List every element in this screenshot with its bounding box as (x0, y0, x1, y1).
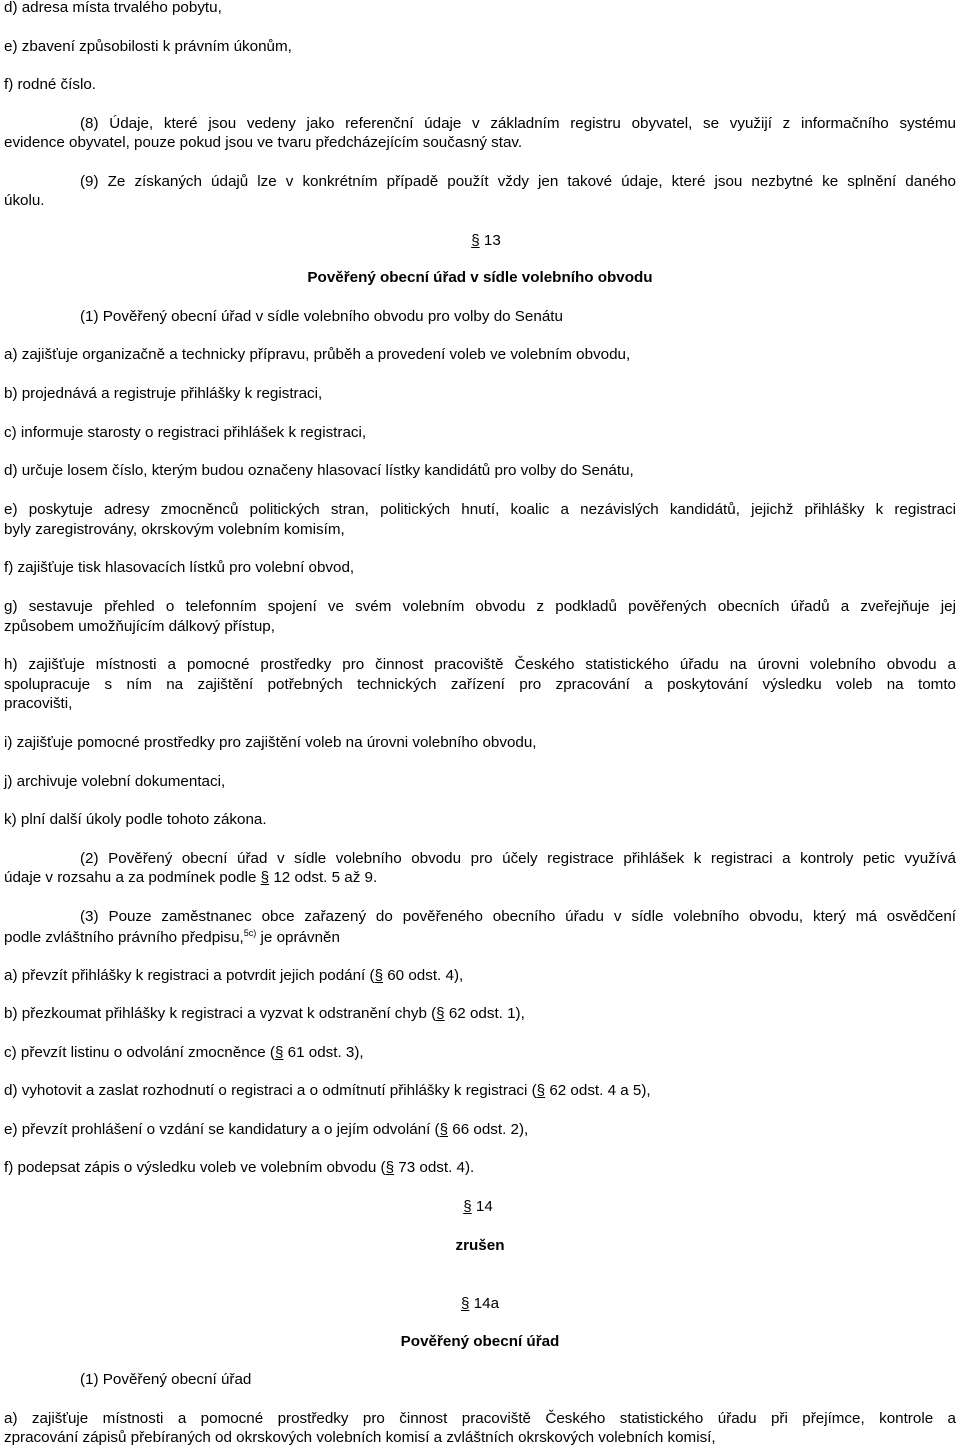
section-14a-heading (0, 1294, 960, 1314)
section-14a-item-a-line-2: zpracování zápisů přebíraných od okrskových volebních komisí a zvláštních okrskových volebních komisí, (4, 1429, 716, 1446)
paragraph-9-text-1: (9) Ze získaných údajů lze v konkrétním případě použít vždy jen takové údaje, které jsou nezbytné ke splnění daného (80, 173, 956, 190)
paragraph-2-text-1: (2) Pověřený obecní úřad v sídle volebního obvodu pro účely registrace přihlášek k registraci a kontroly petic využívá (80, 850, 956, 867)
section-symbol: § (536, 1082, 546, 1099)
section-symbol: § (374, 967, 384, 984)
section-symbol: § (460, 1295, 470, 1312)
paragraph-8-text-1: (8) Údaje, které jsou vedeny jako referenční údaje v základním registru obyvatel, se využijí z informačního systému (80, 115, 956, 132)
sub-item-reference: 62 odst. 4 a 5), (545, 1082, 651, 1099)
sub-item-c (4, 1043, 956, 1063)
sub-item-text: b) přezkoumat přihlášky k registraci a vyzvat k odstranění chyb ( (4, 1005, 437, 1022)
section-symbol: § (260, 869, 270, 886)
section-14a-intro: (1) Pověřený obecní úřad (80, 1371, 252, 1388)
sub-item-text: c) převzít listinu o odvolání zmocněnce ( (4, 1044, 275, 1061)
list-item-birth-number: f) rodné číslo. (4, 76, 97, 93)
section-number: 14a (473, 1295, 500, 1312)
section-13-heading (6, 231, 960, 251)
paragraph-3-text-1: (3) Pouze zaměstnanec obce zařazený do pověřeného obecního úřadu v sídle volebního obvodu, který má osvědčení (80, 908, 956, 925)
section-14-heading (0, 1197, 958, 1217)
sub-item-e (4, 1120, 956, 1140)
sub-item-b (4, 1004, 956, 1024)
list-item-g-line-2: způsobem umožňujícím dálkový přístup, (4, 618, 275, 635)
sub-item-reference: 62 odst. 1), (444, 1005, 525, 1022)
section-number: 13 (483, 232, 501, 249)
paragraph-2-reference: 12 odst. 5 až 9. (269, 869, 378, 886)
paragraph-9-line-2: úkolu. (4, 192, 45, 209)
paragraph-8-line-2: evidence obyvatel, pouze pokud jsou ve tvaru předcházejícím současný stav. (4, 134, 523, 151)
list-item-f: f) zajišťuje tisk hlasovacích lístků pro volební obvod, (4, 559, 355, 576)
list-item-h-line-3: pracovišti, (4, 695, 73, 712)
section-14-status: zrušen (455, 1237, 505, 1254)
list-item-e-line-1: e) poskytuje adresy zmocněnců politických stran, politických hnutí, koalic a nezávislých kandidátů, jejichž přihlášky k registraci (4, 501, 956, 518)
list-item-j: j) archivuje volební dokumentaci, (4, 773, 226, 790)
section-symbol: § (439, 1121, 449, 1138)
paragraph-8-line-1 (4, 114, 956, 134)
paragraph-2-text-2: údaje v rozsahu a za podmínek podle (4, 869, 261, 886)
paragraph-3-line-2 (4, 928, 956, 948)
list-item-capacity: e) zbavení způsobilosti k právním úkonům, (4, 38, 292, 55)
sub-item-reference: 66 odst. 2), (448, 1121, 529, 1138)
sub-item-f (4, 1158, 956, 1178)
list-item-a: a) zajišťuje organizačně a technicky přípravu, průběh a provedení voleb ve volebním obvodu, (4, 346, 631, 363)
footnote-reference: 5c) (243, 928, 257, 938)
section-number: 14 (475, 1198, 493, 1215)
list-item-g-line-1: g) sestavuje přehled o telefonním spojení ve svém volebním obvodu z podkladů pověřených obecních úřadů a zveřejňuje jej (4, 598, 956, 615)
list-item-b: b) projednává a registruje přihlášky k registraci, (4, 385, 323, 402)
list-item-k: k) plní další úkoly podle tohoto zákona. (4, 811, 267, 828)
section-symbol: § (463, 1198, 472, 1215)
list-item-address: d) adresa místa trvalého pobytu, (4, 0, 222, 16)
sub-item-reference: 60 odst. 4), (383, 967, 464, 984)
paragraph-3-text-2: podle zvláštního právního předpisu, (4, 929, 244, 946)
section-14a-item-a-line-1: a) zajišťuje místnosti a pomocné prostředky pro činnost pracoviště Českého statistického úřadu při přejímce, kontrole a (4, 1410, 956, 1427)
list-item-h-line-2: spolupracuje s ním na zajištění potřebných technických zařízení pro zpracování a poskytování výsledku voleb na tomto (4, 676, 956, 693)
sub-item-reference: 61 odst. 3), (283, 1044, 364, 1061)
section-symbol: § (471, 232, 480, 249)
list-item-c: c) informuje starosty o registraci přihlášek k registraci, (4, 424, 367, 441)
paragraph-9-line-1 (4, 172, 956, 192)
paragraph-3-line-1 (4, 907, 956, 927)
section-symbol: § (436, 1005, 445, 1022)
section-13-intro: (1) Pověřený obecní úřad v sídle volebního obvodu pro volby do Senátu (80, 308, 563, 325)
paragraph-2-line-1 (4, 849, 956, 869)
list-item-h-line-1: h) zajišťuje místnosti a pomocné prostředky pro činnost pracoviště Českého statistického úřadu na úrovni volebního obvodu a (4, 656, 956, 673)
section-14a-title: Pověřený obecní úřad (400, 1333, 560, 1350)
section-13-title: Pověřený obecní úřad v sídle volebního obvodu (307, 269, 653, 286)
section-symbol: § (274, 1044, 284, 1061)
section-symbol: § (385, 1159, 395, 1176)
paragraph-3-text-3: je oprávněn (256, 929, 340, 946)
sub-item-d (4, 1081, 956, 1101)
list-item-e-line-2: byly zaregistrovány, okrskovým volebním komisím, (4, 521, 345, 538)
sub-item-a (4, 966, 956, 986)
list-item-i: i) zajišťuje pomocné prostředky pro zajištění voleb na úrovni volebního obvodu, (4, 734, 537, 751)
sub-item-text: e) převzít prohlášení o vzdání se kandidatury a o jejím odvolání ( (4, 1121, 440, 1138)
sub-item-text: d) vyhotovit a zaslat rozhodnutí o registraci a o odmítnutí přihlášky k registraci ( (4, 1082, 537, 1099)
sub-item-text: f) podepsat zápis o výsledku voleb ve volebním obvodu ( (4, 1159, 386, 1176)
sub-item-reference: 73 odst. 4). (394, 1159, 475, 1176)
list-item-d: d) určuje losem číslo, kterým budou označeny hlasovací lístky kandidátů pro volby do Senátu, (4, 462, 634, 479)
sub-item-text: a) převzít přihlášky k registraci a potvrdit jejich podání ( (4, 967, 375, 984)
paragraph-2-line-2 (4, 868, 956, 888)
